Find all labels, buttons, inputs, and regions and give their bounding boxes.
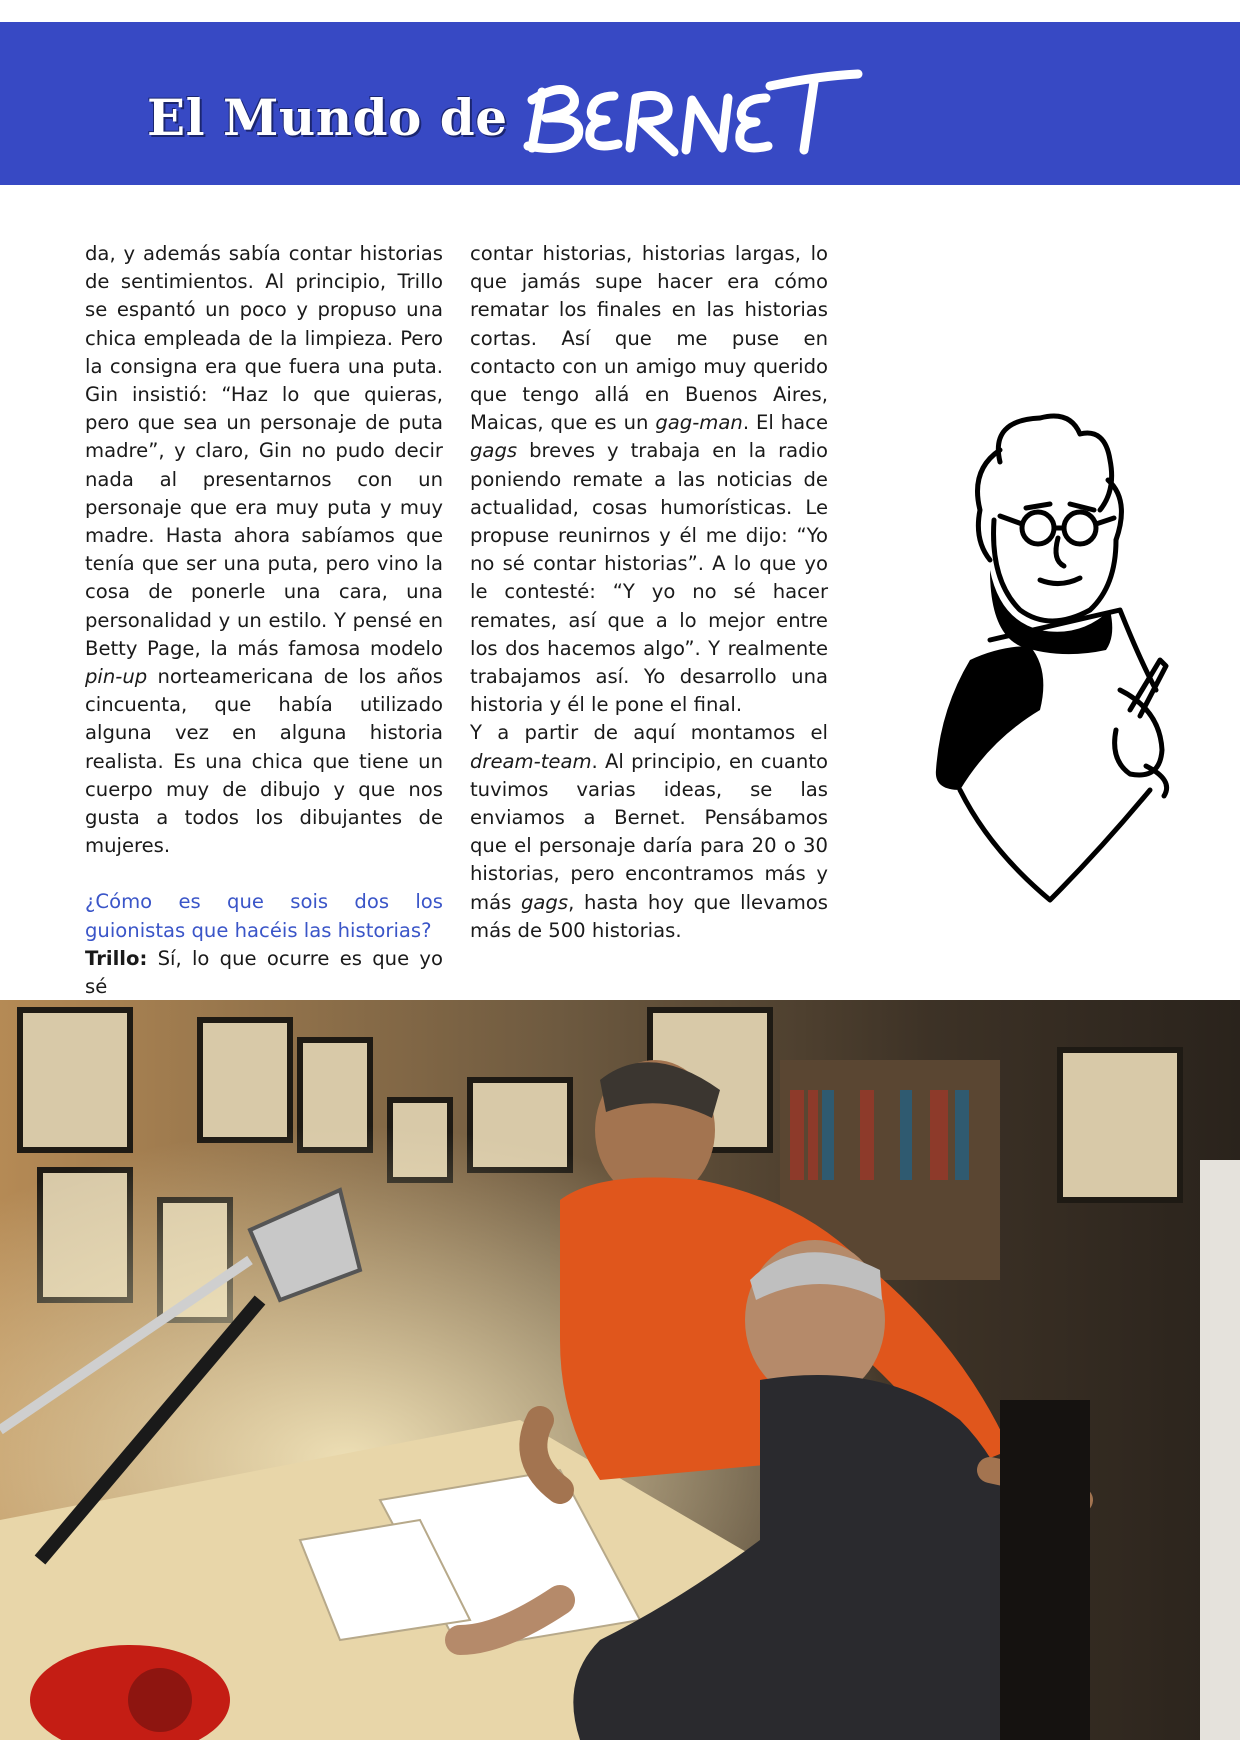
text-run: . Al principio, en cuanto tuvimos varias ideas, se las enviamos a Bernet. Pensábamos que el personaje daría para 20 o 30 historias, pero encontramos más y más — [470, 749, 828, 914]
italic-term: gags — [470, 439, 518, 463]
speaker-name: Trillo: — [85, 946, 148, 970]
italic-term: gag-man — [655, 411, 743, 435]
text-run: Sí, lo que ocurre es que yo sé — [85, 946, 443, 999]
text-run: norteamericana de los años cincuenta, que había utilizado alguna vez en alguna historia realista. Es una chica que tiene un cuerpo muy de dibujo y que nos gusta a todos los dibujantes de mujeres. — [85, 665, 443, 858]
bernet-signature-logo — [518, 62, 863, 160]
interview-answer — [85, 945, 443, 1001]
text-run: . El hace — [742, 411, 828, 435]
text-column-right — [470, 240, 828, 945]
italic-term: pin-up — [85, 665, 148, 689]
caricature-drawing — [930, 410, 1190, 920]
paragraph — [470, 240, 828, 719]
text-run: contar historias, historias largas, lo que jamás supe hacer era cómo rematar los finales en las historias cortas. Así que me puse en contacto con un amigo muy querido que tengo allá en Buenos Aires, Maicas, que es un — [470, 242, 828, 435]
text-column-left — [85, 240, 443, 1001]
paragraph — [470, 719, 828, 945]
text-run: Y a partir de aquí montamos el — [470, 721, 828, 745]
italic-term: gags — [520, 890, 569, 914]
italic-term: dream-team — [470, 749, 592, 773]
studio-photo — [0, 1000, 1240, 1740]
text-run: breves y trabaja en la radio poniendo remate a las noticias de actualidad, cosas humorísticas. Le propuse reunirnos y él me dijo: “Yo no sé contar historias”. A lo que yo le contesté: “Y yo no sé hacer remates, así que a lo mejor entre los dos hacemos algo”. Y realmente trabajamos así. Yo desarrollo una historia y él le pone el final. — [470, 439, 828, 717]
interview-question: ¿Cómo es que sois dos los guionistas que hacéis las historias? — [85, 890, 443, 942]
paragraph — [85, 240, 443, 860]
text-run: , hasta hoy que llevamos más de 500 historias. — [470, 890, 828, 942]
page-title: El Mundo de — [147, 88, 508, 147]
text-run: da, y además sabía contar historias de sentimientos. Al principio, Trillo se espantó un poco y propuso una chica empleada de la limpieza. Pero la consigna era que fuera una puta. Gin insistió: “Haz lo que quieras, pero que sea un personaje de puta madre”, y claro, Gin no pudo decir nada al presentarnos con un personaje que era muy puta y muy madre. Hasta ahora sabíamos que tenía que ser una puta, pero vino la cosa de ponerle una cara, una personalidad y un estilo. Y pensé en Betty Page, la más famosa modelo — [85, 242, 443, 660]
